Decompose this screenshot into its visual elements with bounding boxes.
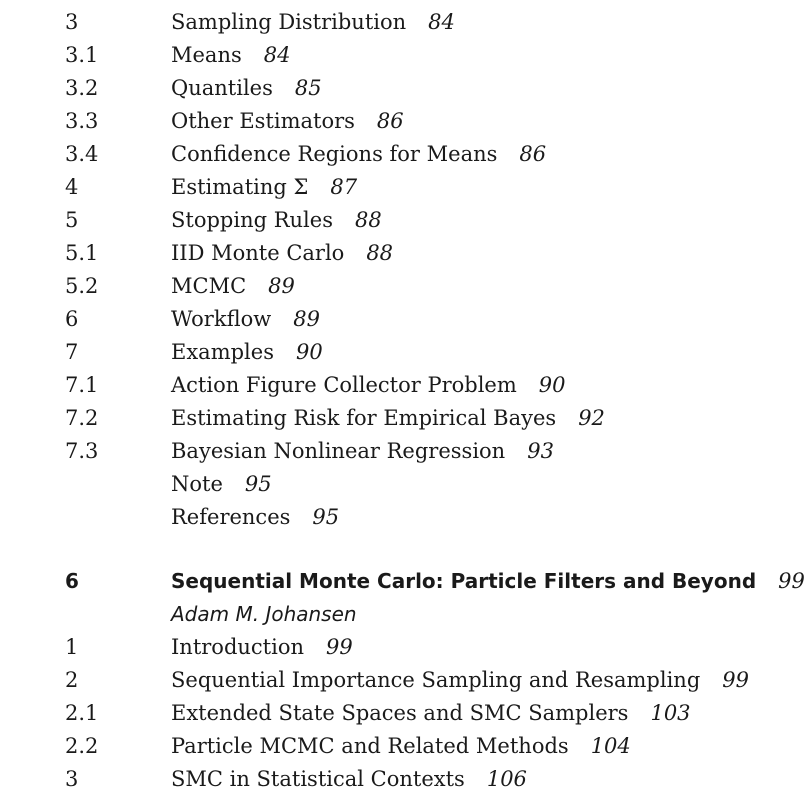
toc-entry — [0, 303, 800, 336]
section-number: 3.4 — [65, 142, 99, 166]
section-number: 5 — [65, 208, 79, 232]
section-number: 5.1 — [65, 241, 99, 265]
section-title: MCMC — [171, 274, 247, 298]
section-title: Workflow — [171, 307, 272, 331]
section-number: 2 — [65, 668, 79, 692]
section-number: 3 — [65, 767, 79, 791]
section-title: Sampling Distribution — [171, 10, 407, 34]
section-number: 7.1 — [65, 373, 99, 397]
section-number: 3.1 — [65, 43, 99, 67]
page-number: 88 — [354, 208, 382, 232]
section-number: 3.3 — [65, 109, 99, 133]
page-number: 104 — [590, 734, 631, 758]
page-number: 89 — [268, 274, 295, 298]
section-number: 2.2 — [65, 734, 99, 758]
toc-entry — [0, 105, 800, 138]
chapter-title: Sequential Monte Carlo: Particle Filters and Beyond — [171, 569, 757, 593]
toc-entry — [0, 204, 800, 237]
page-number: 87 — [330, 175, 358, 199]
section-title: Estimating Σ — [171, 175, 309, 199]
section-number: 7 — [65, 340, 79, 364]
toc-entry — [0, 171, 800, 204]
section-number: 3.2 — [65, 76, 99, 100]
chapter-author: Adam M. Johansen — [171, 602, 357, 626]
section-number: 2.1 — [65, 701, 99, 725]
page-number: 93 — [527, 439, 554, 463]
page-number: 106 — [486, 767, 527, 791]
section-number: 5.2 — [65, 274, 99, 298]
section-title: Confidence Regions for Means — [171, 142, 498, 166]
section-title: Action Figure Collector Problem — [171, 373, 517, 397]
toc-entry — [0, 631, 800, 664]
section-number: 6 — [65, 307, 79, 331]
toc-entry — [0, 270, 800, 303]
page-number: 84 — [263, 43, 291, 67]
page-number: 103 — [650, 701, 691, 725]
toc-entry — [0, 435, 800, 468]
toc-entry — [0, 39, 800, 72]
section-number: 4 — [65, 175, 79, 199]
toc-entry — [0, 730, 800, 763]
toc-entry — [0, 72, 800, 105]
page-number: 84 — [428, 10, 455, 34]
page-number: 88 — [366, 241, 394, 265]
section-number: 7.3 — [65, 439, 99, 463]
page-number: 90 — [538, 373, 566, 397]
toc-entry — [0, 336, 800, 369]
page-number: 89 — [293, 307, 320, 331]
page-number: 86 — [376, 109, 404, 133]
page-number: 95 — [312, 505, 340, 529]
page-number: 99 — [326, 635, 353, 659]
section-number: 1 — [65, 635, 79, 659]
toc-entry — [0, 763, 800, 796]
section-title: Means — [171, 43, 242, 67]
section-title: Extended State Spaces and SMC Samplers — [171, 701, 629, 725]
chapter-heading — [0, 565, 805, 598]
page-number: 85 — [294, 76, 322, 100]
page-number: 92 — [578, 406, 605, 430]
section-title: SMC in Statistical Contexts — [171, 767, 465, 791]
chapter-author-row — [0, 598, 800, 631]
section-title: Estimating Risk for Empirical Bayes — [171, 406, 557, 430]
section-title: Stopping Rules — [171, 208, 333, 232]
toc-entry — [0, 501, 800, 534]
page-number: 90 — [295, 340, 323, 364]
section-title: Particle MCMC and Related Methods — [171, 734, 569, 758]
toc-entry — [0, 697, 800, 730]
page-number: 99 — [722, 668, 750, 692]
section-number: 7.2 — [65, 406, 99, 430]
section-title: Other Estimators — [171, 109, 355, 133]
section-title: References — [171, 505, 291, 529]
toc-entry — [0, 138, 800, 171]
toc-entry — [0, 6, 800, 39]
section-title: Bayesian Nonlinear Regression — [171, 439, 506, 463]
page-number: 95 — [244, 472, 272, 496]
section-title: Examples — [171, 340, 274, 364]
toc-entry — [0, 664, 800, 697]
section-title: Sequential Importance Sampling and Resampling — [171, 668, 701, 692]
section-title: Quantiles — [171, 76, 273, 100]
chapter-number: 6 — [65, 569, 79, 593]
toc-entry — [0, 237, 800, 270]
section-title: IID Monte Carlo — [171, 241, 345, 265]
toc-entry — [0, 369, 800, 402]
section-title: Note — [171, 472, 223, 496]
toc-entry — [0, 402, 800, 435]
section-title: Introduction — [171, 635, 304, 659]
toc-entry — [0, 468, 800, 501]
section-number: 3 — [65, 10, 79, 34]
chapter-page-number: 99 — [778, 569, 805, 593]
page-number: 86 — [519, 142, 547, 166]
